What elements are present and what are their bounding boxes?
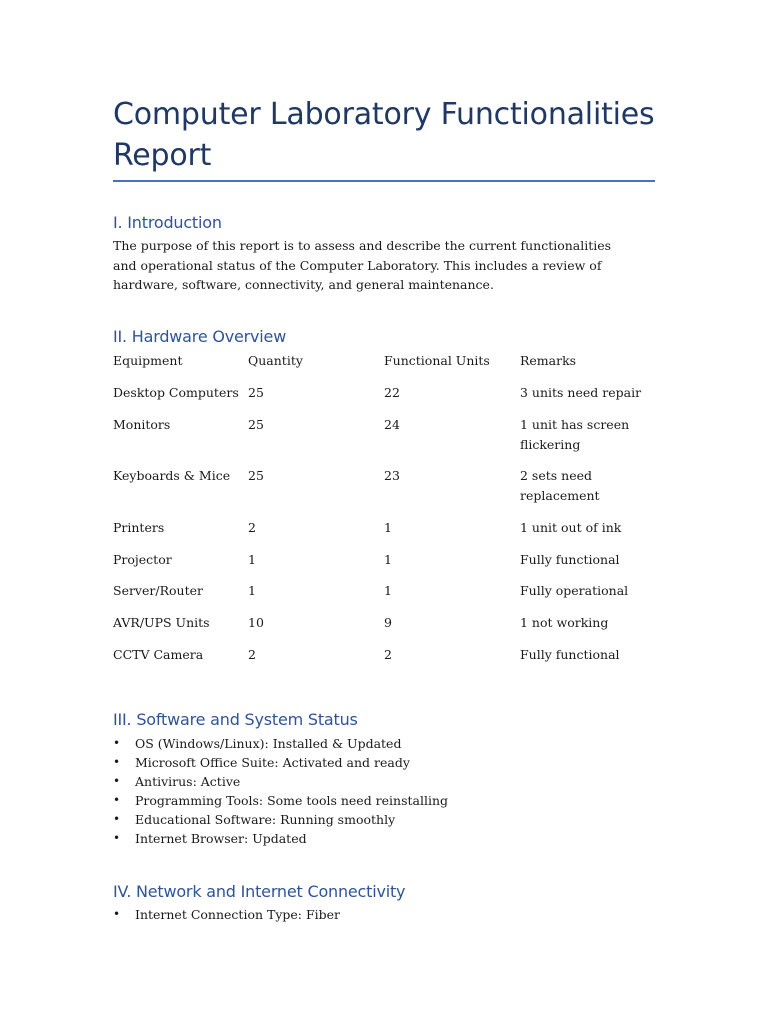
column-header-functional-units: Functional Units: [384, 353, 490, 368]
bullet-icon: •: [113, 774, 121, 788]
cell-remarks: 1 unit has screen flickering: [520, 417, 630, 452]
bullet-icon: •: [113, 831, 121, 845]
list-item: [113, 753, 633, 772]
cell-functional-units: 2: [384, 647, 392, 662]
introduction-paragraph: The purpose of this report is to assess and describe the current functionalities and operational status of the Computer Laboratory. This includes a review of hardware, software, connectivity, and general maintenance.: [113, 238, 612, 292]
cell-remarks: Fully operational: [520, 583, 629, 598]
software-status-list: [113, 734, 633, 848]
cell-functional-units: 1: [384, 552, 392, 567]
list-item: [113, 734, 633, 753]
list-item-text: Programming Tools: Some tools need reinstalling: [135, 793, 449, 808]
cell-functional-units: 24: [384, 417, 400, 432]
cell-remarks: 2 sets need replacement: [520, 468, 600, 503]
cell-remarks: 3 units need repair: [520, 385, 642, 400]
list-item: [113, 829, 633, 848]
cell-quantity: 2: [248, 520, 256, 535]
cell-quantity: 25: [248, 417, 264, 432]
cell-remarks: 1 not working: [520, 615, 609, 630]
cell-quantity: 1: [248, 552, 256, 567]
cell-functional-units: 9: [384, 615, 392, 630]
list-item: [113, 905, 633, 924]
column-header-quantity: Quantity: [248, 353, 303, 368]
list-item-text: OS (Windows/Linux): Installed & Updated: [135, 736, 402, 751]
cell-equipment: Monitors: [113, 417, 171, 432]
document-title: Computer Laboratory Functionalities Report: [113, 97, 655, 173]
cell-remarks: Fully functional: [520, 647, 620, 662]
cell-equipment: AVR/UPS Units: [113, 615, 210, 630]
cell-equipment: Printers: [113, 520, 165, 535]
cell-quantity: 2: [248, 647, 256, 662]
cell-remarks: Fully functional: [520, 552, 620, 567]
cell-remarks: 1 unit out of ink: [520, 520, 622, 535]
list-item-text: Internet Connection Type: Fiber: [135, 907, 341, 922]
column-header-equipment: Equipment: [113, 353, 183, 368]
cell-equipment: Projector: [113, 552, 172, 567]
title-divider: [113, 180, 655, 182]
list-item-text: Educational Software: Running smoothly: [135, 812, 396, 827]
network-list: [113, 905, 633, 924]
list-item: [113, 772, 633, 791]
bullet-icon: •: [113, 907, 121, 921]
bullet-icon: •: [113, 812, 121, 826]
list-item-text: Antivirus: Active: [135, 774, 241, 789]
list-item-text: Microsoft Office Suite: Activated and ready: [135, 755, 410, 770]
cell-quantity: 10: [248, 615, 264, 630]
cell-equipment: Server/Router: [113, 583, 203, 598]
cell-quantity: 25: [248, 468, 264, 483]
list-item: [113, 791, 633, 810]
section-heading-introduction: I. Introduction: [113, 213, 222, 232]
cell-equipment: Desktop Computers: [113, 385, 239, 400]
section-heading-network: IV. Network and Internet Connectivity: [113, 882, 406, 901]
bullet-icon: •: [113, 755, 121, 769]
bullet-icon: •: [113, 793, 121, 807]
bullet-icon: •: [113, 736, 121, 750]
cell-equipment: Keyboards & Mice: [113, 468, 231, 483]
cell-functional-units: 1: [384, 520, 392, 535]
cell-functional-units: 23: [384, 468, 400, 483]
list-item: [113, 810, 633, 829]
list-item-text: Internet Browser: Updated: [135, 831, 307, 846]
section-heading-hardware: II. Hardware Overview: [113, 327, 287, 346]
column-header-remarks: Remarks: [520, 353, 577, 368]
cell-quantity: 1: [248, 583, 256, 598]
cell-equipment: CCTV Camera: [113, 647, 204, 662]
cell-quantity: 25: [248, 385, 264, 400]
cell-functional-units: 1: [384, 583, 392, 598]
cell-functional-units: 22: [384, 385, 400, 400]
section-heading-software: III. Software and System Status: [113, 710, 358, 729]
